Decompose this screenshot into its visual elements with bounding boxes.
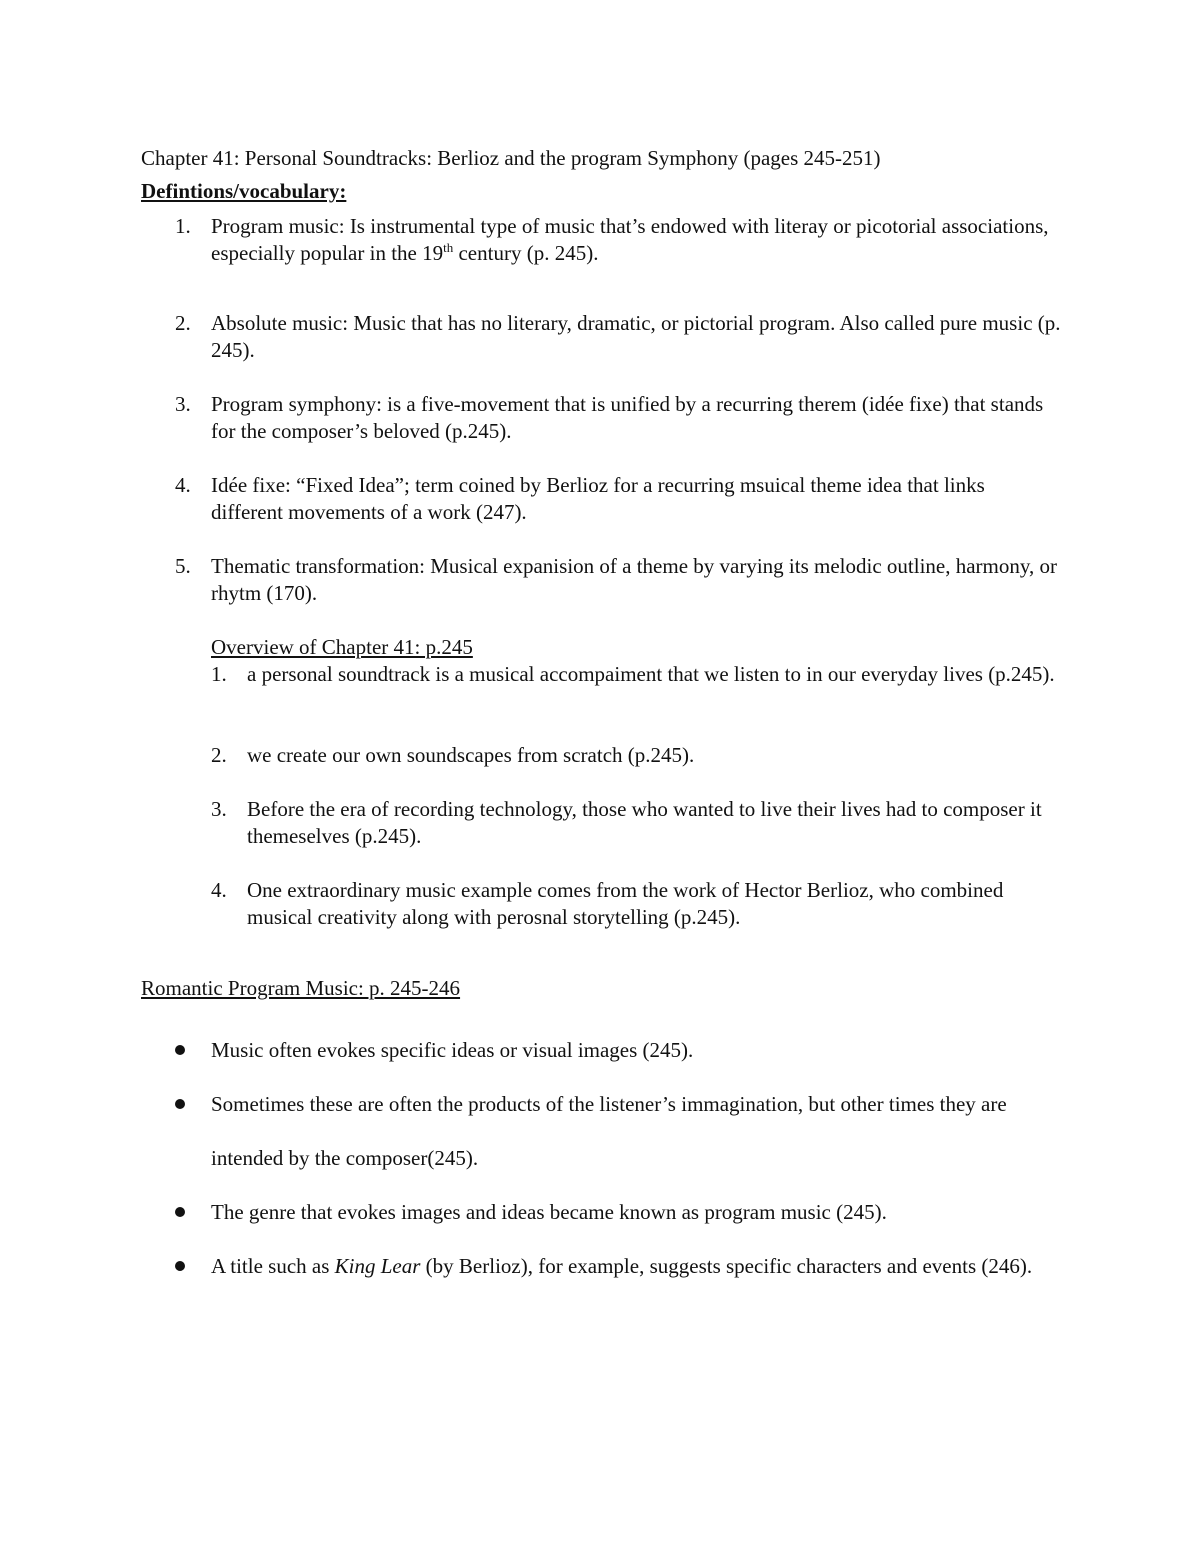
chapter-title: Chapter 41: Personal Soundtracks: Berlioz and the program Symphony (pages 245-251) bbox=[141, 146, 881, 170]
overview-item bbox=[211, 796, 1061, 850]
overview-text: we create our own soundscapes from scratch (p.245). bbox=[247, 743, 695, 767]
bullet-item bbox=[141, 1185, 1061, 1239]
overview-number: 2. bbox=[211, 743, 227, 767]
definition-text: Thematic transformation: Musical expanision of a theme by varying its melodic outline, harmony, or rhytm (170). bbox=[211, 554, 1058, 605]
definition-item bbox=[141, 391, 1061, 445]
bullet-text: Music often evokes specific ideas or visual images (245). bbox=[211, 1038, 694, 1062]
definition-number: 1. bbox=[175, 214, 191, 238]
romantic-heading: Romantic Program Music: p. 245-246 bbox=[141, 976, 461, 1000]
overview-item bbox=[211, 742, 1061, 769]
bullet-item bbox=[141, 1077, 1061, 1185]
definition-item bbox=[141, 553, 1061, 607]
bullet-dot-icon bbox=[175, 1099, 185, 1109]
bullet-text: A title such as King Lear (by Berlioz), for example, suggests specific characters and events (246). bbox=[211, 1254, 1033, 1278]
overview-number: 1. bbox=[211, 662, 227, 686]
bullet-text: The genre that evokes images and ideas became known as program music (245). bbox=[211, 1200, 887, 1224]
definition-item bbox=[141, 213, 1061, 267]
definition-item bbox=[141, 472, 1061, 526]
overview-item bbox=[211, 661, 1061, 688]
bullet-dot-icon bbox=[175, 1207, 185, 1217]
definition-number: 3. bbox=[175, 392, 191, 416]
bullet-dot-icon bbox=[175, 1045, 185, 1055]
overview-number: 3. bbox=[211, 797, 227, 821]
bullet-item bbox=[141, 1023, 1061, 1077]
overview-text: One extraordinary music example comes from the work of Hector Berlioz, who combined musical creativity along with perosnal storytelling (p.245). bbox=[247, 878, 1004, 929]
definition-number: 2. bbox=[175, 311, 191, 335]
definition-text: Idée fixe: “Fixed Idea”; term coined by Berlioz for a recurring msuical theme idea that links different movements of a work (247). bbox=[211, 473, 985, 524]
overview-heading: Overview of Chapter 41: p.245 bbox=[211, 635, 473, 659]
overview-text: a personal soundtrack is a musical accompaiment that we listen to in our everyday lives (p.245). bbox=[247, 662, 1055, 686]
definition-text: Program symphony: is a five-movement that is unified by a recurring therem (idée fixe) that stands for the composer’s beloved (p.245). bbox=[211, 392, 1044, 443]
bullet-item bbox=[141, 1239, 1061, 1293]
definition-item bbox=[141, 310, 1061, 364]
definition-text: Absolute music: Music that has no literary, dramatic, or pictorial program. Also called pure music (p. 245). bbox=[211, 311, 1061, 362]
definition-number: 4. bbox=[175, 473, 191, 497]
definition-text: Program music: Is instrumental type of music that’s endowed with literay or picotorial associations, especially popular in the 19th century (p. 245). bbox=[211, 214, 1049, 265]
overview-number: 4. bbox=[211, 878, 227, 902]
bullet-text: Sometimes these are often the products of the listener’s immagination, but other times they are intended by the composer(245). bbox=[211, 1092, 1007, 1170]
definitions-heading: Defintions/vocabulary: bbox=[141, 179, 347, 203]
definition-number: 5. bbox=[175, 554, 191, 578]
bullet-dot-icon bbox=[175, 1261, 185, 1271]
overview-text: Before the era of recording technology, those who wanted to live their lives had to composer it themeselves (p.245). bbox=[247, 797, 1042, 848]
overview-item bbox=[211, 877, 1061, 931]
